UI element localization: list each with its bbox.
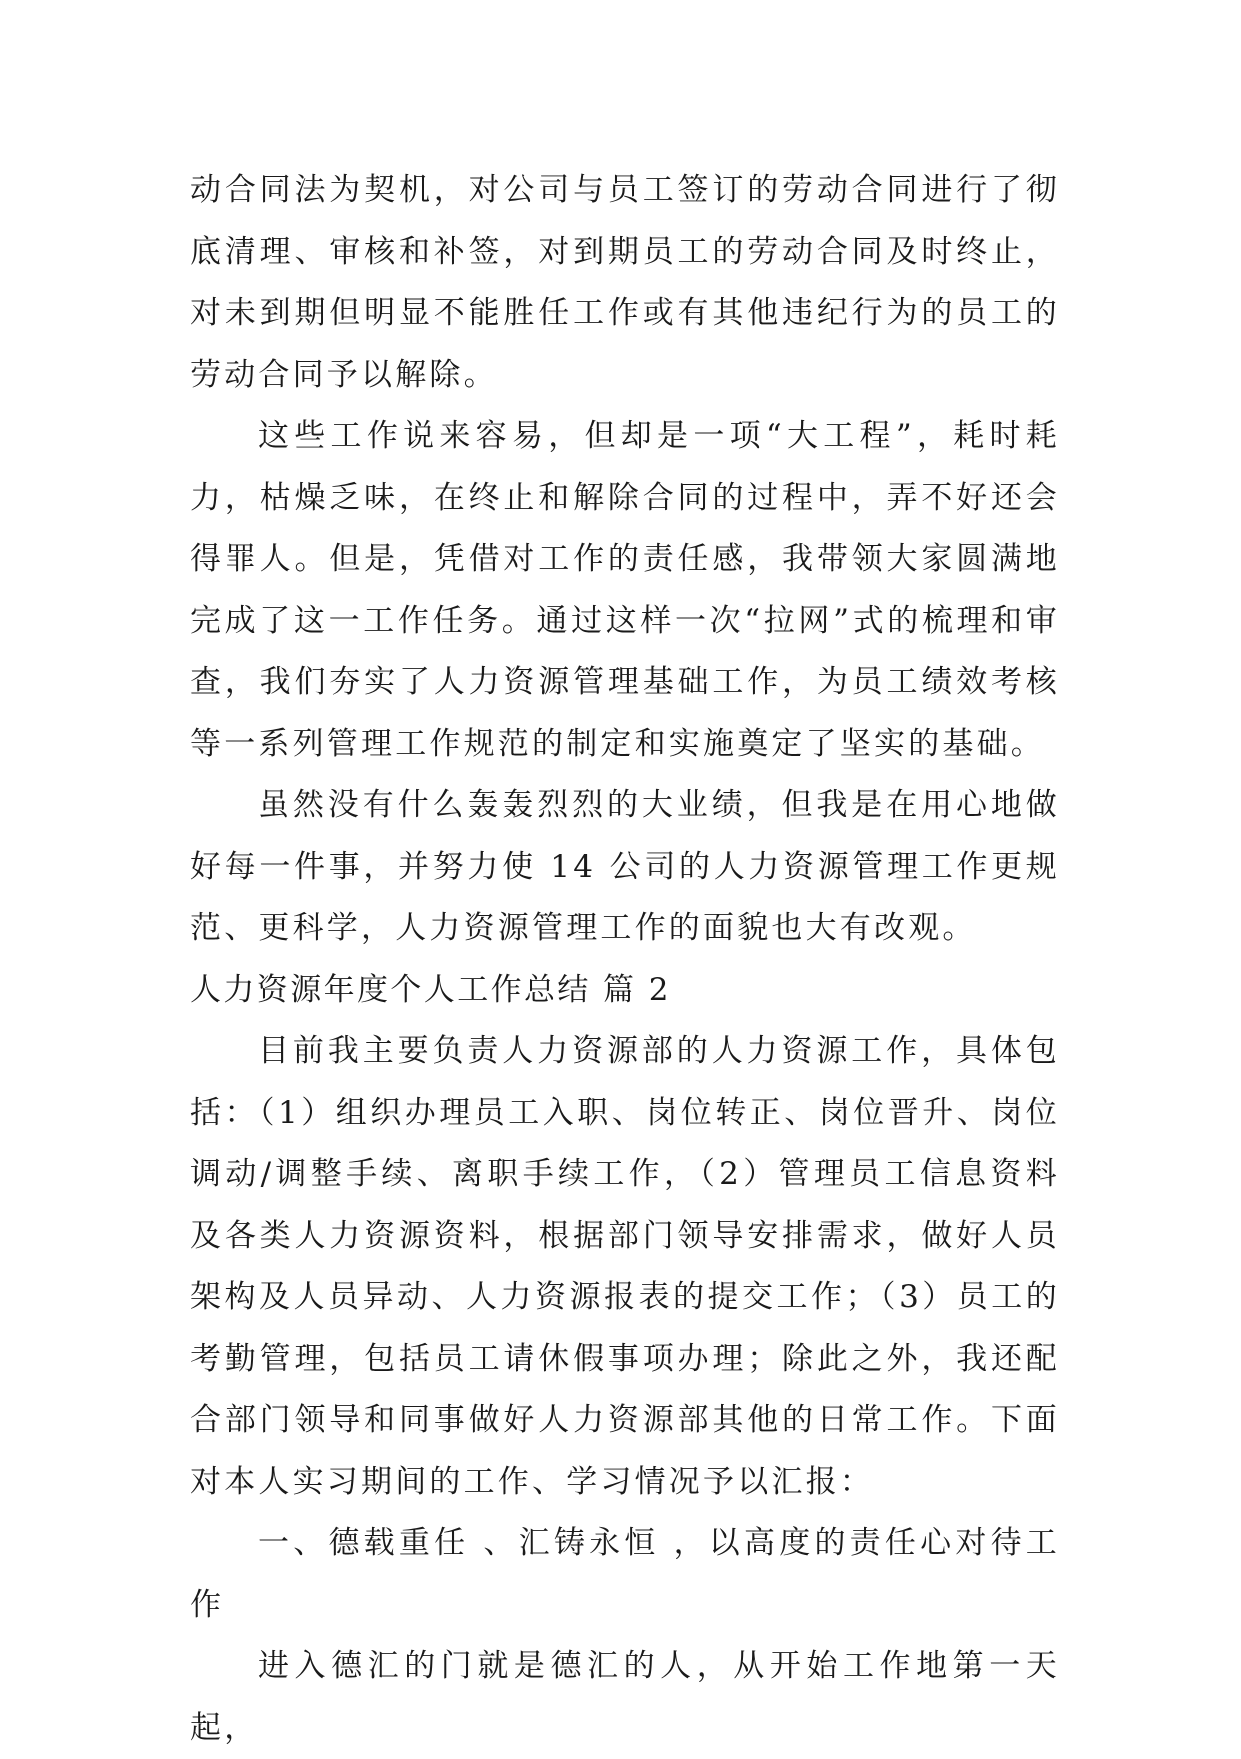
paragraph-achievements: 虽然没有什么轰轰烈烈的大业绩，但我是在用心地做好每一件事，并努力使 14 公司的人力资源管理工作更规范、更科学，人力资源管理工作的面貌也大有改观。 [190, 787, 1060, 946]
paragraph-first-day: 进入德汇的门就是德汇的人，从开始工作地第一天起， [190, 1648, 1060, 1746]
document-body [190, 160, 1060, 1759]
paragraph-responsibilities: 目前我主要负责人力资源部的人力资源工作，具体包括：（1）组织办理员工入职、岗位转正、岗位晋升、岗位调动/调整手续、离职手续工作，（2）管理员工信息资料及各类人力资源资料，根据部门领导安排需求，做好人员架构及人员异动、人力资源报表的提交工作；（3）员工的考勤管理，包括员工请休假事项办理；除此之外，我还配合部门领导和同事做好人力资源部其他的日常工作。下面对本人实习期间的工作、学习情况予以汇报： [190, 1033, 1060, 1500]
paragraph-big-project: 这些工作说来容易，但却是一项“大工程”，耗时耗力，枯燥乏味，在终止和解除合同的过程中，弄不好还会得罪人。但是，凭借对工作的责任感，我带领大家圆满地完成了这一工作任务。通过这样一次“拉网”式的梳理和审查，我们夯实了人力资源管理基础工作，为员工绩效考核等一系列管理工作规范的制定和实施奠定了坚实的基础。 [190, 418, 1060, 762]
section-heading: 人力资源年度个人工作总结 篇 2 [190, 971, 671, 1008]
paragraph-subheading-one: 一、德载重任 、汇铸永恒 ，以高度的责任心对待工作 [190, 1525, 1060, 1623]
paragraph-contract-cleanup: 动合同法为契机，对公司与员工签订的劳动合同进行了彻底清理、审核和补签，对到期员工的劳动合同及时终止，对未到期但明显不能胜任工作或有其他违纪行为的员工的劳动合同予以解除。 [190, 172, 1060, 393]
